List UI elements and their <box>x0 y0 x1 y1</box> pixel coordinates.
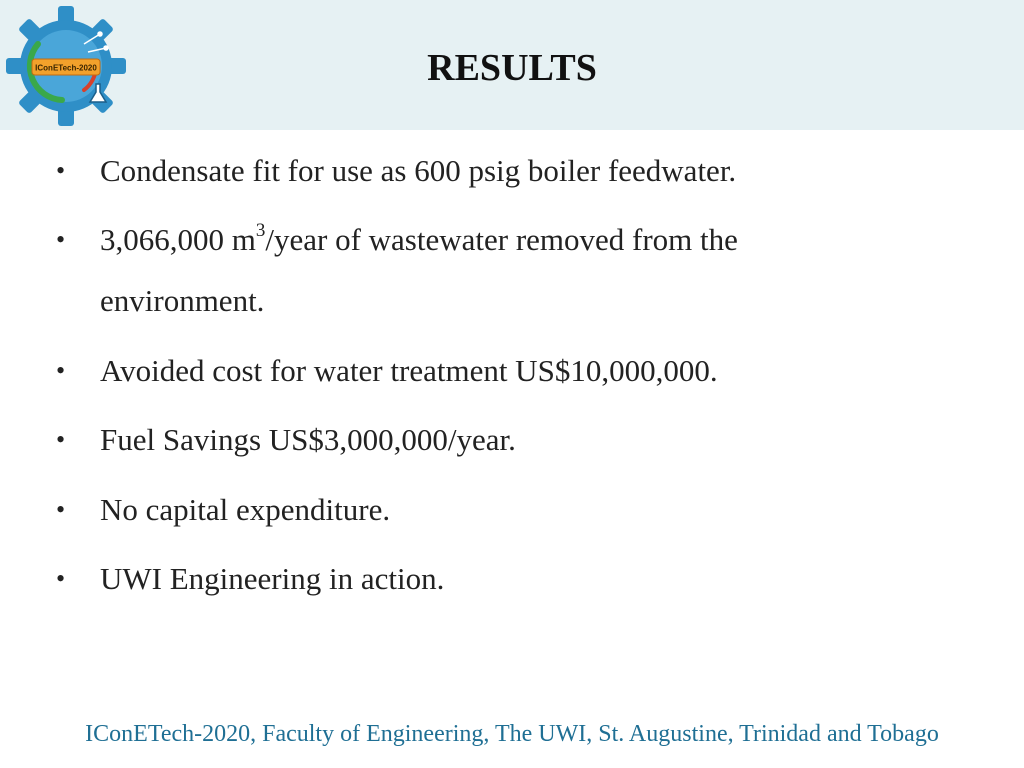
bullet-icon: • <box>56 156 66 185</box>
bullet-text: Fuel Savings US$3,000,000/year. <box>100 422 516 457</box>
bullet-icon: • <box>56 564 66 593</box>
bullet-icon: • <box>56 495 66 524</box>
bullet-icon: • <box>56 425 66 454</box>
bullet-text <box>100 210 960 270</box>
bullet-text: Avoided cost for water treatment US$10,000,000. <box>100 353 718 388</box>
bullet-text-continuation: environment. <box>100 283 265 318</box>
bullet-icon: • <box>56 356 66 385</box>
bullet-text: No capital expenditure. <box>100 492 391 527</box>
bullet-text-post: /year of wastewater removed from the <box>265 222 738 257</box>
footer-text: IConETech-2020, Faculty of Engineering, The UWI, St. Augustine, Trinidad and Tobago <box>85 721 939 747</box>
bullet-text: UWI Engineering in action. <box>100 561 445 596</box>
bullet-text-pre: 3,066,000 m <box>100 222 256 257</box>
logo-text: IConETech-2020 <box>35 63 97 73</box>
bullet-icon: • <box>56 225 66 254</box>
bullet-text-superscript: 3 <box>255 219 266 241</box>
bullet-text: Condensate fit for use as 600 psig boiler feedwater. <box>100 153 737 188</box>
slide-title: RESULTS <box>427 47 597 89</box>
